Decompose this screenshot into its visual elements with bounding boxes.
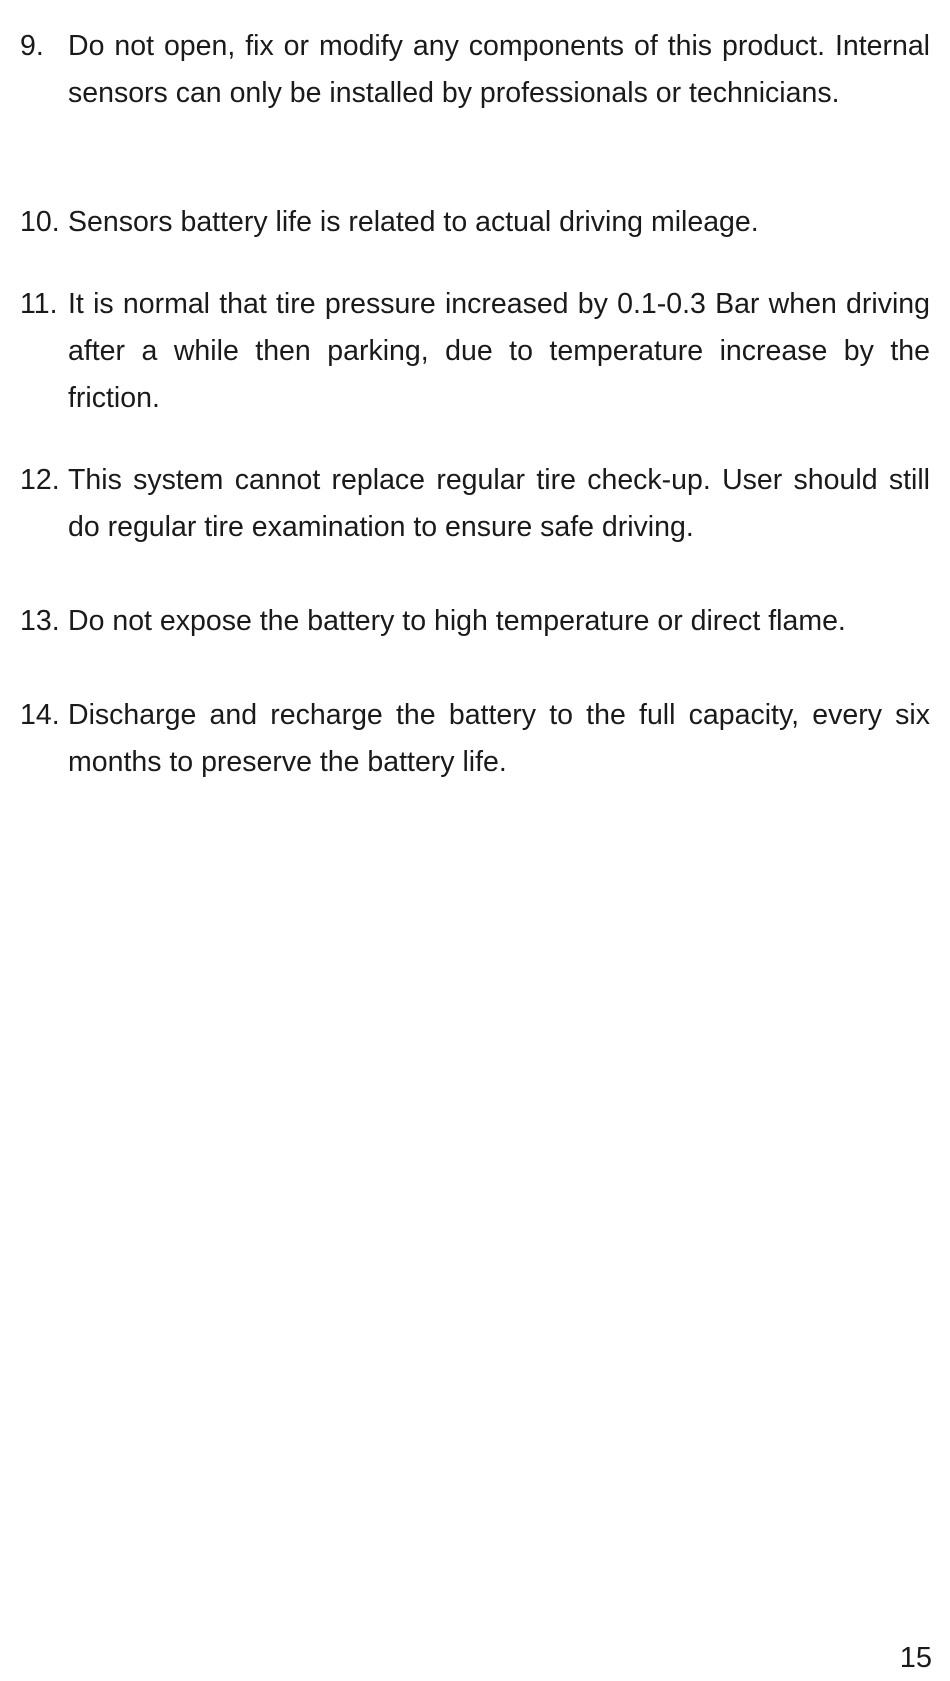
item-text: Do not expose the battery to high temperature or direct flame.	[68, 605, 846, 637]
item-text: Discharge and recharge the battery to the full capacity, every six months to preserve the battery life.	[68, 699, 930, 778]
page-number: 15	[899, 1642, 932, 1674]
list-item	[20, 692, 930, 786]
list-item	[20, 457, 930, 551]
list-item	[20, 598, 930, 645]
item-text: It is normal that tire pressure increased by 0.1-0.3 Bar when driving after a while then parking, due to temperature increase by the friction.	[68, 288, 930, 414]
list-item	[20, 23, 930, 117]
item-number: 11.	[20, 288, 58, 320]
item-text: Do not open, fix or modify any components of this product. Internal sensors can only be installed by professionals or technicians.	[68, 30, 930, 109]
item-number: 13.	[20, 605, 60, 637]
item-number: 14.	[20, 699, 60, 731]
list-item	[20, 281, 930, 422]
item-text: This system cannot replace regular tire check-up. User should still do regular tire examination to ensure safe driving.	[68, 464, 930, 543]
item-number: 9.	[20, 30, 44, 62]
item-number: 12.	[20, 464, 60, 496]
item-text: Sensors battery life is related to actual driving mileage.	[68, 206, 759, 238]
list-item	[20, 199, 930, 246]
item-number: 10.	[20, 206, 60, 238]
